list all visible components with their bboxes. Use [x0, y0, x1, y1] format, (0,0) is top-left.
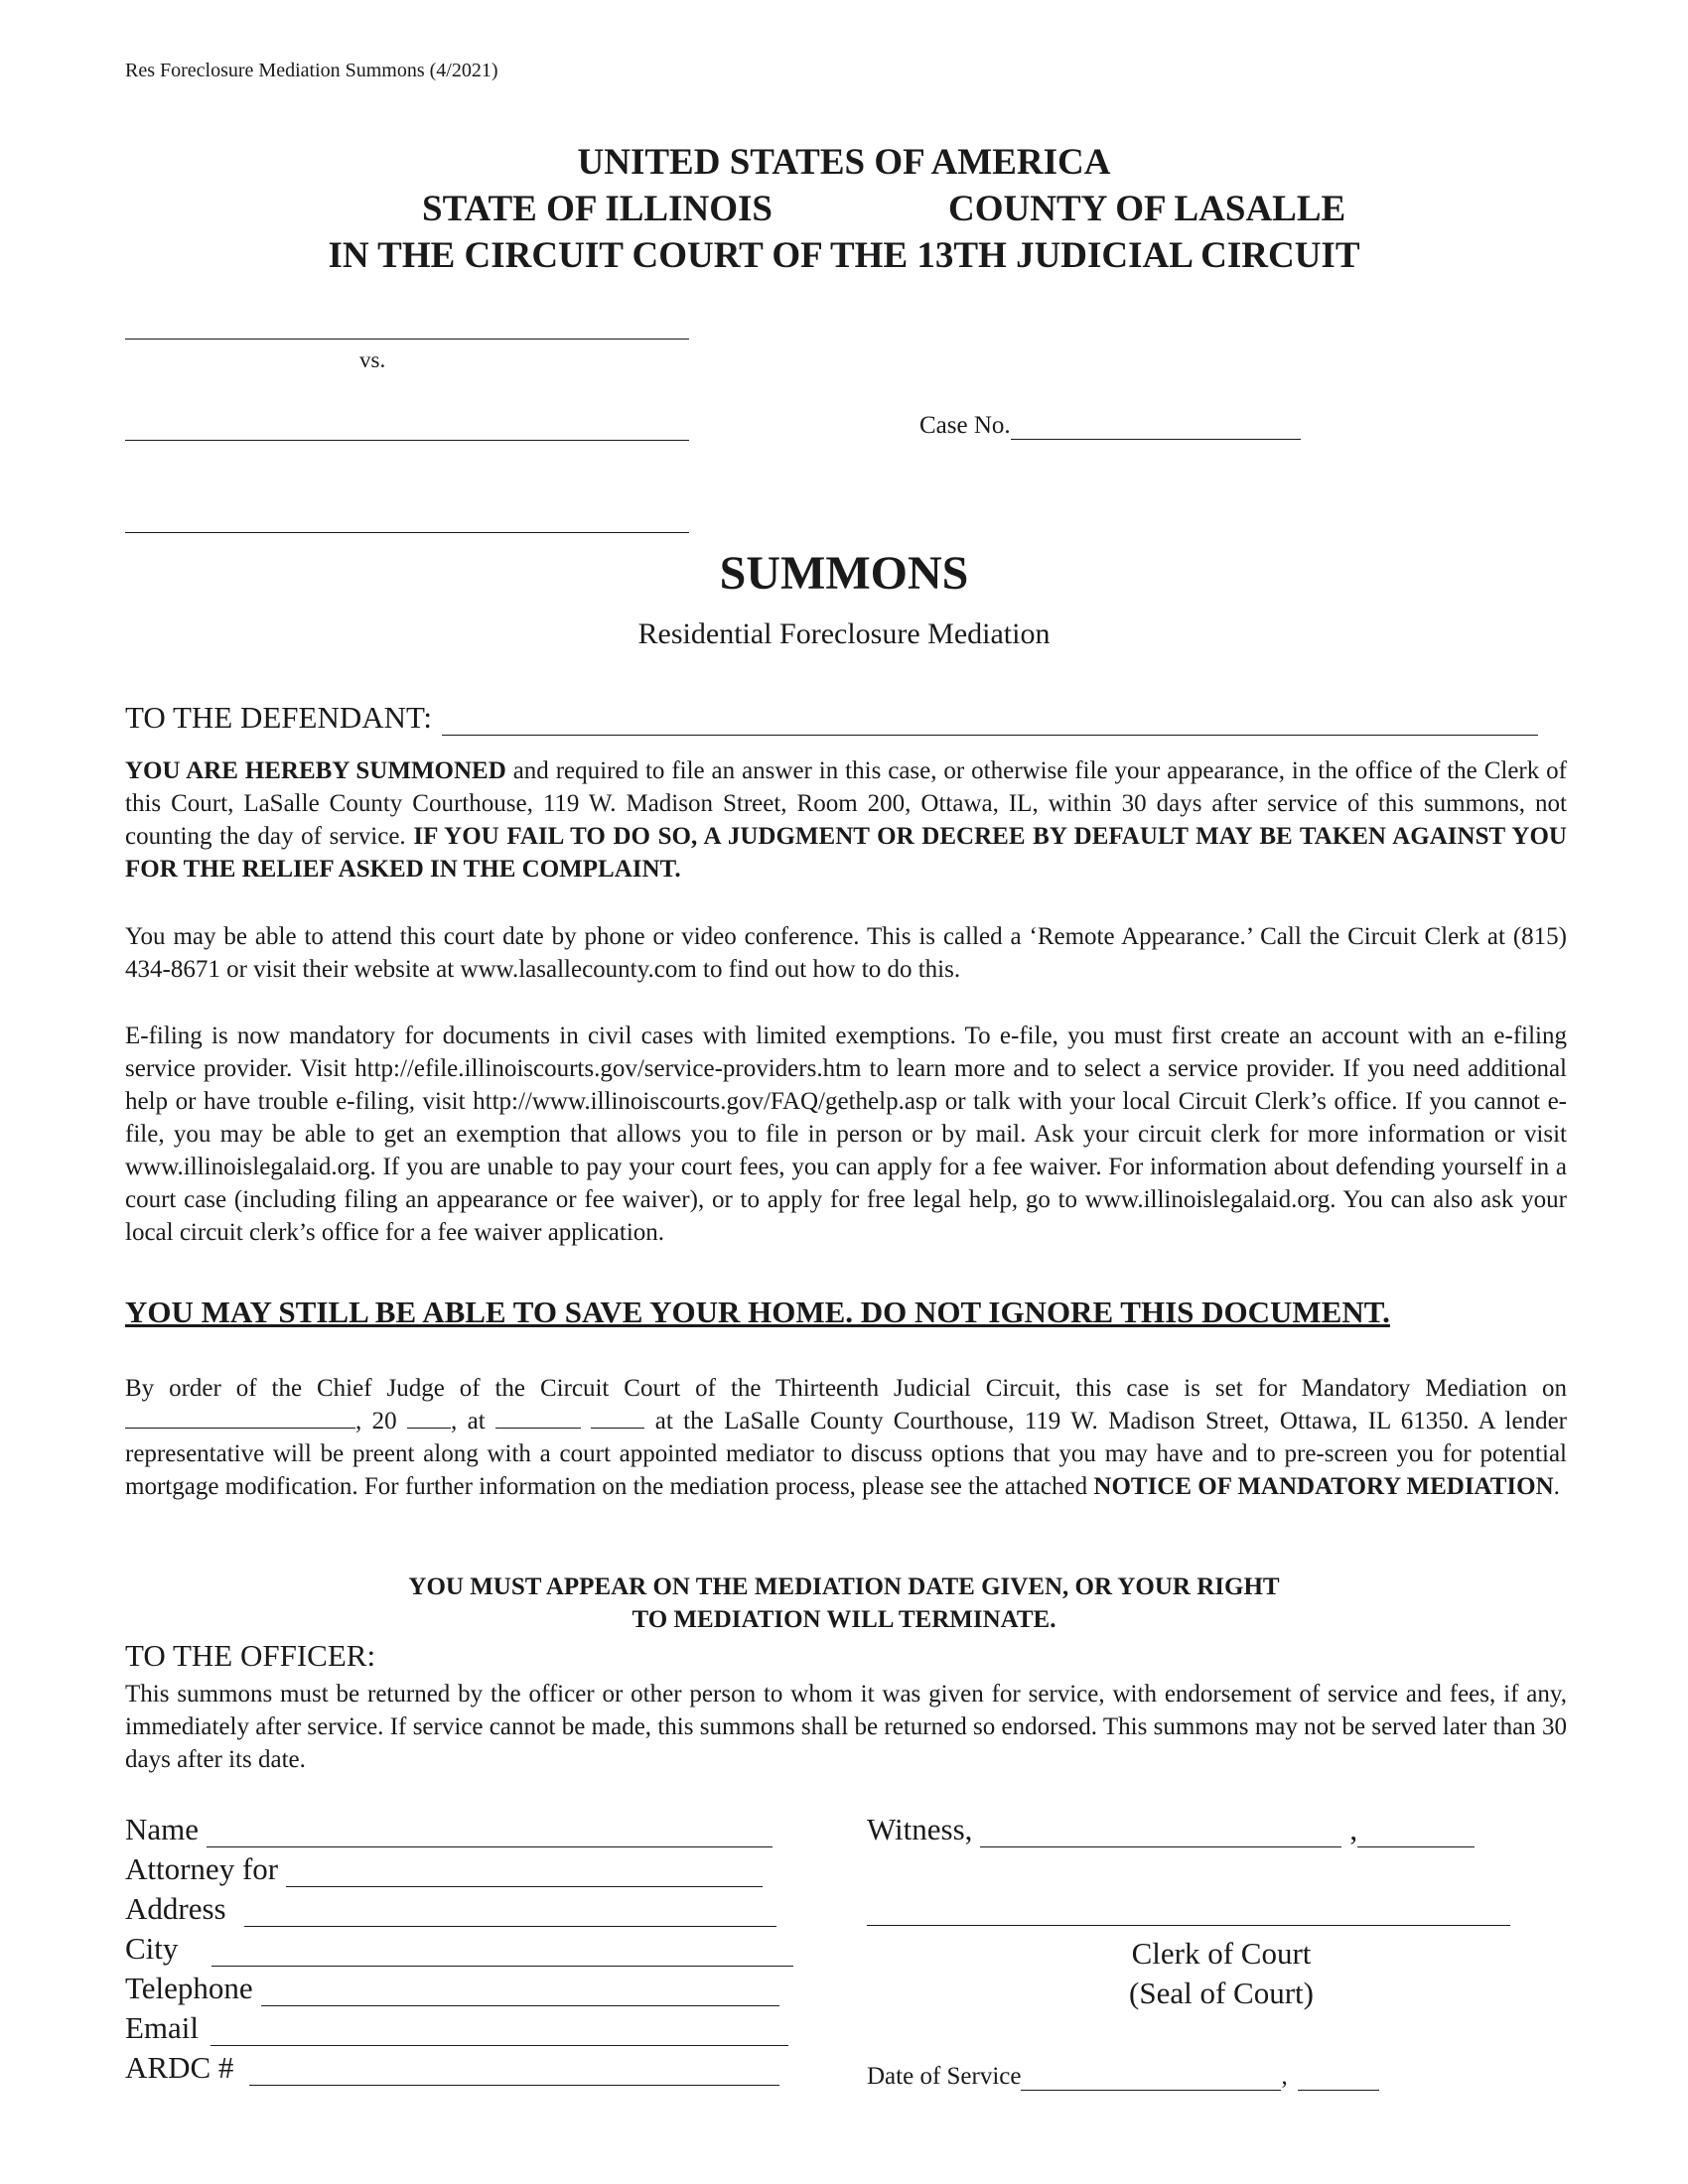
must-appear-line-2: TO MEDIATION WILL TERMINATE.: [632, 1606, 1056, 1633]
ardc-line[interactable]: [249, 2055, 779, 2086]
name-label: Name: [125, 1812, 200, 1846]
header-state: STATE OF ILLINOIS: [422, 189, 773, 229]
telephone-field: [125, 1971, 779, 2006]
document-title: SUMMONS: [719, 547, 969, 600]
witness-comma: ,: [1349, 1812, 1358, 1846]
clerk-of-court-label: Clerk of Court: [1131, 1936, 1312, 1971]
date-of-service-field: [867, 2063, 1379, 2091]
default-warning: IF YOU FAIL TO DO SO, A JUDGMENT OR DECREE BY DEFAULT MAY BE TAKEN AGAINST YOU FOR THE RELIEF ASKED IN THE COMPLAINT.: [125, 823, 1567, 883]
header-country: UNITED STATES OF AMERICA: [577, 142, 1111, 183]
summons-lead: YOU ARE HEREBY SUMMONED: [125, 757, 506, 784]
attorney-for-line[interactable]: [286, 1856, 763, 1887]
document-subtitle: Residential Foreclosure Mediation: [637, 617, 1051, 650]
vs-label: vs.: [359, 347, 386, 372]
witness-line[interactable]: [980, 1817, 1341, 1847]
email-field: [125, 2010, 788, 2046]
name-field: [125, 1812, 773, 1847]
mediation-date-line[interactable]: [125, 1406, 355, 1429]
header-county: COUNTY OF LASALLE: [948, 189, 1346, 229]
mediation-year-line[interactable]: [407, 1406, 451, 1429]
telephone-label: Telephone: [125, 1971, 253, 2005]
witness-year-line[interactable]: [1357, 1817, 1475, 1847]
remote-appearance-paragraph: You may be able to attend this court date by phone or video conference. This is called a ‘Remote Appearance.’ Call the Circuit Clerk at (815) 434-8671 or visit their website at www.lasallecounty.com to find out how to do this.: [125, 923, 1567, 983]
case-number-line[interactable]: [1011, 411, 1301, 440]
defendant-line-1[interactable]: [125, 440, 689, 441]
case-number-label: Case No.: [919, 412, 1011, 439]
telephone-line[interactable]: [261, 1976, 779, 2006]
date-of-service-comma: ,: [1281, 2063, 1288, 2090]
date-of-service-year-line[interactable]: [1298, 2066, 1379, 2091]
efiling-paragraph: E-filing is now mandatory for documents in civil cases with limited exemptions. To e-file, you must first create an account with an e-filing service provider. Visit http://efile.illinoiscourts.gov/service-providers.htm to learn more and to select a service provider. If you need additional help or have trouble e-filing, visit http://www.illinoiscourts.gov/FAQ/gethelp.asp or talk with your local Circuit Clerk’s office. If you cannot e-file, you may be able to get an exemption that allows you to file in person or by mail. Ask your circuit clerk for more information or visit www.illinoislegalaid.org. If you are unable to pay your court fees, you can apply for a fee waiver. For information about defending yourself in a court case (including filing an appearance or fee waiver), or to apply for free legal help, go to www.illinoislegalaid.org. You can also ask your local circuit clerk’s office for a fee waiver application.: [125, 1023, 1567, 1246]
mediation-text-4: at the LaSalle County Courthouse, 119 W. Madison Street, Ottawa, IL 61350. A lender representative will be preent along with a court appointed mediator to discuss options that you may have and to pre-screen you for potential mortgage modification. For further information on the mediation process, please see the attached: [125, 1408, 1568, 1500]
seal-of-court-label: (Seal of Court): [1129, 1976, 1314, 2010]
witness-label: Witness,: [867, 1812, 973, 1846]
save-home-banner: YOU MAY STILL BE ABLE TO SAVE YOUR HOME. DO NOT IGNORE THIS DOCUMENT.: [125, 1295, 1390, 1329]
attorney-for-field: [125, 1851, 763, 1887]
ardc-label: ARDC #: [125, 2050, 234, 2085]
name-line[interactable]: [207, 1817, 773, 1847]
witness-field: [867, 1812, 1475, 1847]
officer-paragraph: This summons must be returned by the officer or other person to whom it was given for service, with endorsement of service and fees, if any, immediately after service. If service cannot be made, this summons shall be returned so endorsed. This summons may not be served later than 30 days after its date.: [125, 1681, 1567, 1773]
clerk-signature-line[interactable]: [867, 1925, 1510, 1926]
email-label: Email: [125, 2010, 200, 2045]
summons-body: and required to file an answer in this case, or otherwise file your appearance, in the office of the Clerk of this Court, LaSalle County Courthouse, 119 W. Madison Street, Room 200, Ottawa, IL, within 30 days after service of this summons, not counting the day of service.: [125, 757, 1567, 850]
attorney-for-label: Attorney for: [125, 1851, 279, 1886]
mediation-time-line[interactable]: [495, 1406, 581, 1429]
must-appear-notice: [0, 1570, 1688, 1636]
address-label: Address: [125, 1891, 226, 1926]
summons-paragraph: [125, 754, 1567, 886]
date-of-service-line[interactable]: [1021, 2066, 1281, 2091]
notice-of-mediation: NOTICE OF MANDATORY MEDIATION: [1093, 1473, 1554, 1500]
mediation-ampm-line[interactable]: [591, 1406, 644, 1429]
city-label: City: [125, 1931, 179, 1966]
to-defendant-line[interactable]: [442, 701, 1538, 736]
date-of-service-label: Date of Service: [867, 2063, 1022, 2090]
to-officer-heading: TO THE OFFICER:: [125, 1638, 376, 1673]
address-field: [125, 1891, 776, 1927]
defendant-line-2[interactable]: [125, 532, 689, 533]
form-id: Res Foreclosure Mediation Summons (4/2021): [125, 60, 498, 81]
header-court: IN THE CIRCUIT COURT OF THE 13TH JUDICIAL CIRCUIT: [328, 235, 1360, 276]
city-field: [125, 1931, 793, 1967]
city-line[interactable]: [211, 1936, 793, 1967]
plaintiff-line[interactable]: [125, 339, 689, 340]
mediation-text-2: , 20: [355, 1408, 407, 1434]
to-defendant-label: TO THE DEFENDANT:: [125, 700, 433, 735]
address-line[interactable]: [244, 1896, 776, 1927]
mediation-paragraph: [125, 1372, 1567, 1503]
to-defendant-field: [125, 700, 1538, 736]
email-line[interactable]: [211, 2015, 788, 2046]
mediation-text-1: By order of the Chief Judge of the Circuit Court of the Thirteenth Judicial Circuit, this case is set for Mandatory Mediation on: [125, 1375, 1567, 1402]
ardc-field: [125, 2050, 779, 2086]
mediation-text-end: .: [1553, 1473, 1560, 1500]
must-appear-line-1: YOU MUST APPEAR ON THE MEDIATION DATE GIVEN, OR YOUR RIGHT: [408, 1573, 1280, 1600]
case-number-field: [919, 411, 1301, 440]
mediation-text-3: , at: [451, 1408, 496, 1434]
